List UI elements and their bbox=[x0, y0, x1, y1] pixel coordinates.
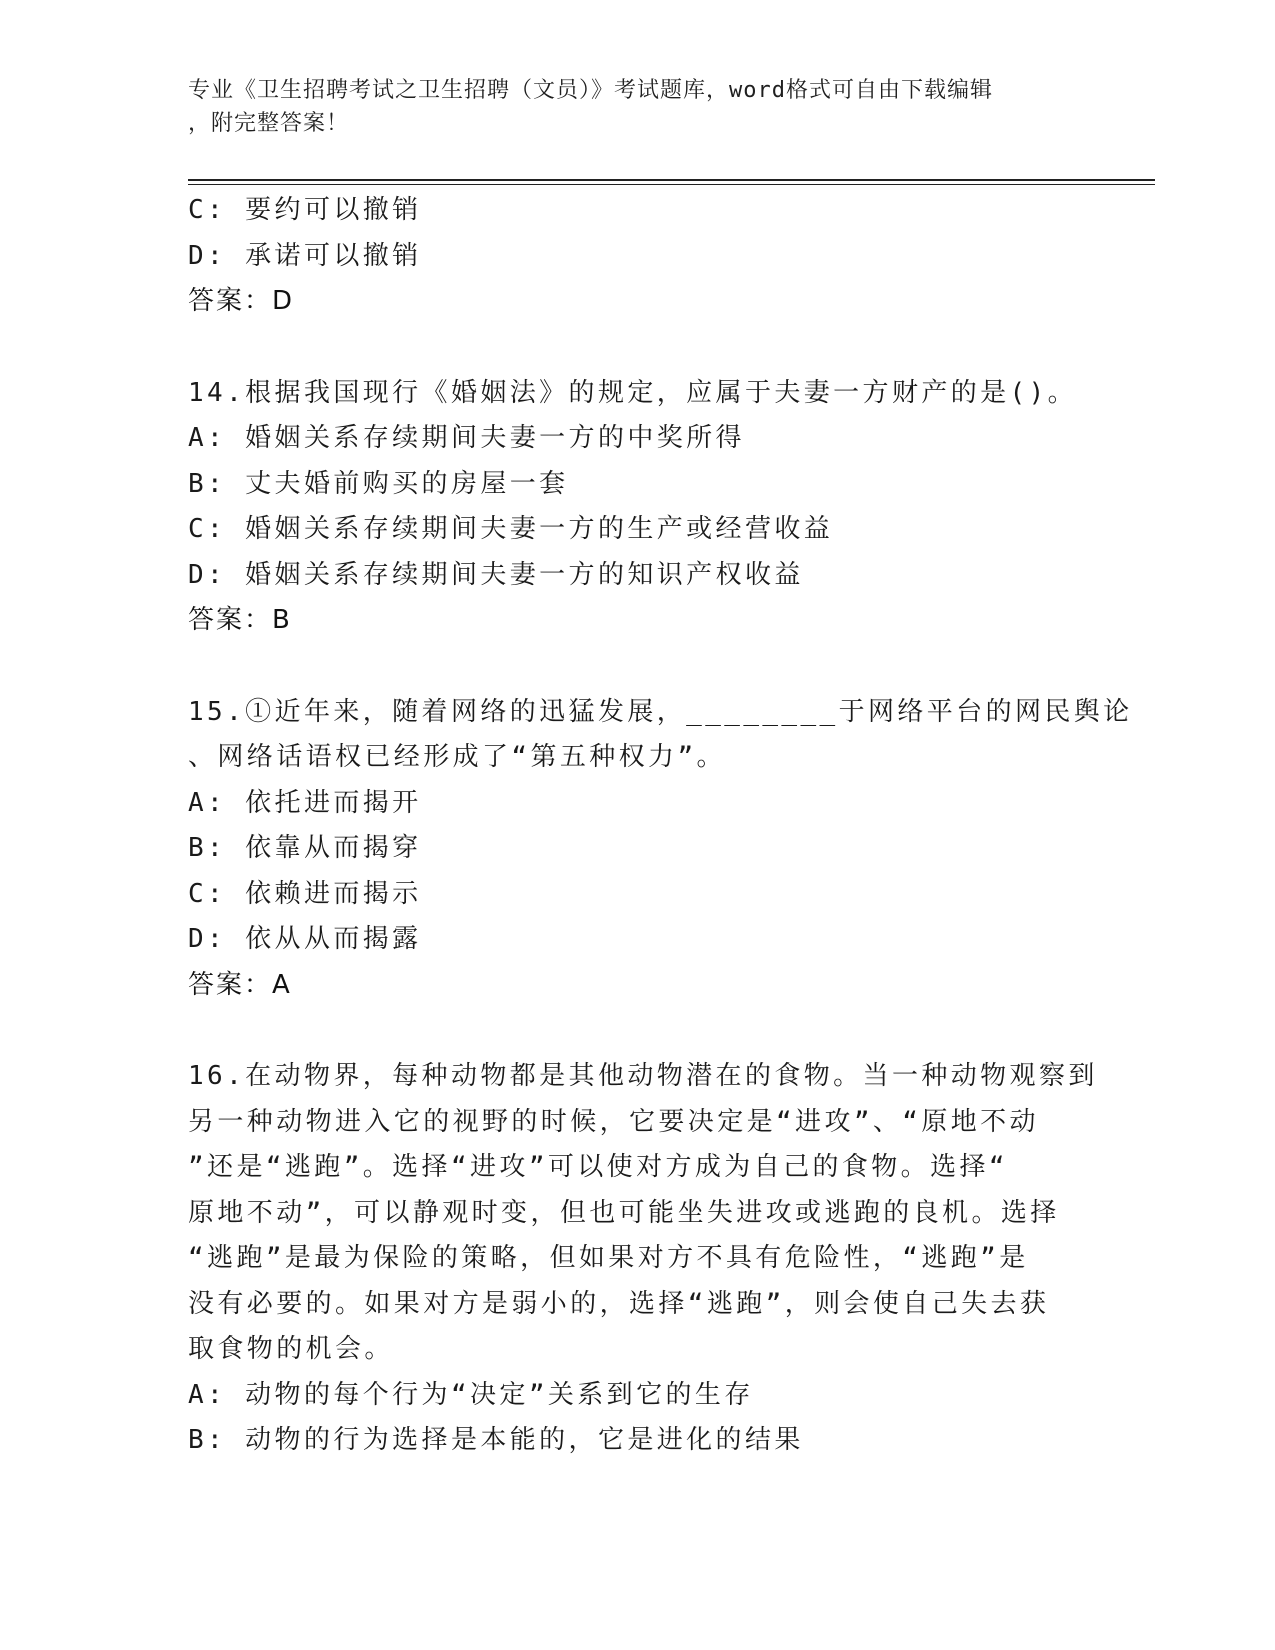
option-b: B: 依靠从而揭穿 bbox=[188, 833, 422, 863]
question-stem-line-1: 16.在动物界，每种动物都是其他动物潜在的食物。当一种动物观察到 bbox=[188, 1061, 1098, 1091]
option-c: C: 依赖进而揭示 bbox=[188, 878, 422, 909]
question-stem-line-1: 15.①近年来，随着网络的迅猛发展，________于网络平台的网民舆论 bbox=[188, 696, 1133, 727]
question-16 bbox=[188, 1054, 1098, 1464]
question-stem-line-2: 另一种动物进入它的视野的时候，它要决定是“进攻”、“原地不动 bbox=[188, 1106, 1039, 1137]
header-line-2: ，附完整答案！ bbox=[188, 111, 350, 136]
document-header bbox=[188, 74, 1068, 140]
question-stem-line-6: 没有必要的。如果对方是弱小的，选择“逃跑”，则会使自己失去获 bbox=[188, 1288, 1050, 1319]
option-d: D: 依从从而揭露 bbox=[188, 924, 422, 954]
answer-line: 答案：A bbox=[188, 969, 292, 1000]
option-d: D: 婚姻关系存续期间夫妻一方的知识产权收益 bbox=[188, 559, 804, 590]
question-stem-line-3: ”还是“逃跑”。选择“进攻”可以使对方成为自己的食物。选择“ bbox=[188, 1152, 1008, 1182]
option-a: A: 依托进而揭开 bbox=[188, 787, 422, 818]
answer-line: 答案：B bbox=[188, 605, 292, 635]
option-c: C: 要约可以撤销 bbox=[188, 195, 422, 225]
header-rule-thin bbox=[188, 184, 1155, 185]
question-15 bbox=[188, 690, 1133, 1009]
question-14 bbox=[188, 371, 1088, 644]
spacer bbox=[188, 644, 1088, 690]
option-a: A: 动物的每个行为“决定”关系到它的生存 bbox=[188, 1379, 754, 1410]
spacer bbox=[188, 1008, 1088, 1054]
option-b: B: 动物的行为选择是本能的，它是进化的结果 bbox=[188, 1425, 804, 1455]
option-c: C: 婚姻关系存续期间夫妻一方的生产或经营收益 bbox=[188, 514, 834, 544]
question-stem: 14.根据我国现行《婚姻法》的规定，应属于夫妻一方财产的是()。 bbox=[188, 377, 1078, 408]
question-13-tail bbox=[188, 188, 1088, 325]
option-d: D: 承诺可以撤销 bbox=[188, 240, 422, 271]
question-content bbox=[188, 188, 1133, 1464]
spacer bbox=[188, 325, 1088, 371]
question-stem-line-2: 、网络话语权已经形成了“第五种权力”。 bbox=[188, 742, 726, 772]
header-line-1: 专业《卫生招聘考试之卫生招聘（文员）》考试题库，word格式可自由下载编辑 bbox=[188, 78, 993, 103]
option-a: A: 婚姻关系存续期间夫妻一方的中奖所得 bbox=[188, 423, 745, 453]
question-stem-line-5: “逃跑”是最为保险的策略，但如果对方不具有危险性，“逃跑”是 bbox=[188, 1243, 1029, 1273]
question-stem-line-7: 取食物的机会。 bbox=[188, 1334, 394, 1364]
question-stem-line-4: 原地不动”，可以静观时变，但也可能坐失进攻或逃跑的良机。选择 bbox=[188, 1197, 1060, 1228]
answer-line: 答案：D bbox=[188, 286, 295, 316]
header-rule-thick bbox=[188, 179, 1155, 181]
option-b: B: 丈夫婚前购买的房屋一套 bbox=[188, 468, 569, 499]
